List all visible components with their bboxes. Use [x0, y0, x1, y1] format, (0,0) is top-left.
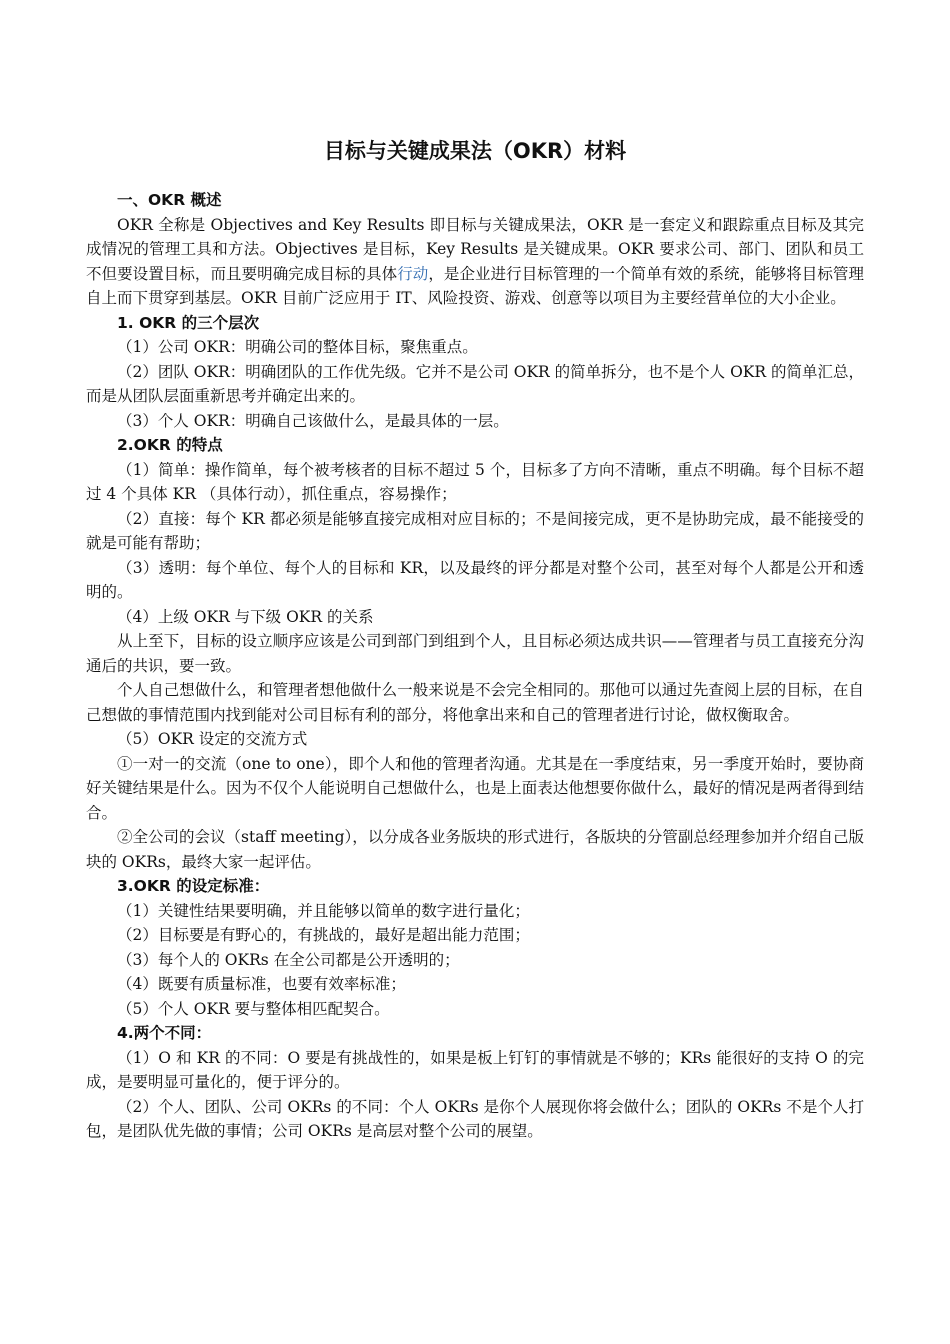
document-title: 目标与关键成果法（OKR）材料	[323, 139, 627, 163]
list-item: （2）直接：每个 KR 都必须是能够直接完成相对应目标的；不是间接完成，更不是协助完成，最不能接受的就是可能有帮助；	[86, 509, 864, 552]
list-item: ②全公司的会议（staff meeting），以分成各业务版块的形式进行，各版块的分管副总经理参加并介绍自己版块的 OKRs，最终大家一起评估。	[86, 828, 864, 871]
section-heading-standards: 3.OKR 的设定标准：	[117, 877, 270, 895]
paragraph-text: OKR 全称是 Objectives and Key Results 即目标与关键成果法，OKR 是一套定义和跟踪重点目标及其完成情况的管理工具和方法。Objectives 是目标，Key Results 是关键成果。OKR 要求公司、部门、团队和员工不但要设置目标，而且要明确完成目标的具体	[86, 215, 864, 283]
list-item: （4）上级 OKR 与下级 OKR 的关系	[117, 607, 374, 626]
section-heading-levels: 1. OKR 的三个层次	[117, 313, 260, 332]
section-heading-differences: 4.两个不同：	[117, 1024, 212, 1042]
section-heading-features: 2.OKR 的特点	[117, 436, 223, 454]
section-heading-overview: 一、OKR 概述	[117, 191, 222, 209]
list-item: 从上至下，目标的设立顺序应该是公司到部门到组到个人，且目标必须达成共识——管理者与员工直接充分沟通后的共识，要一致。	[86, 632, 864, 675]
list-item: （1）公司 OKR：明确公司的整体目标，聚焦重点。	[117, 338, 478, 356]
list-item: （5）OKR 设定的交流方式	[117, 730, 308, 748]
list-item: （3）透明：每个单位、每个人的目标和 KR，以及最终的评分都是对整个公司，甚至对每个人都是公开和透明的。	[86, 558, 864, 601]
list-item: （1）简单：操作简单，每个被考核者的目标不超过 5 个，目标多了方向不清晰，重点不明确。每个目标不超过 4 个具体 KR （具体行动），抓住重点，容易操作；	[86, 460, 864, 503]
list-item: （1）O 和 KR 的不同：O 要是有挑战性的，如果是板上钉钉的事情就是不够的；KRs 能很好的支持 O 的完成，是要明显可量化的，便于评分的。	[86, 1048, 864, 1091]
list-item: 个人自己想做什么，和管理者想他做什么一般来说是不会完全相同的。那他可以通过先查阅上层的目标，在自己想做的事情范围内找到能对公司目标有利的部分，将他拿出来和自己的管理者进行讨论，做权衡取舍。	[86, 681, 864, 724]
list-item: （1）关键性结果要明确，并且能够以简单的数字进行量化；	[117, 901, 530, 920]
list-item: （4）既要有质量标准，也要有效率标准；	[117, 975, 406, 993]
list-item: （2）团队 OKR：明确团队的工作优先级。它并不是公司 OKR 的简单拆分，也不是个人 OKR 的简单汇总，而是从团队层面重新思考并确定出来的。	[86, 362, 864, 405]
list-item: （2）个人、团队、公司 OKRs 的不同：个人 OKRs 是你个人展现你将会做什么；团队的 OKRs 不是个人打包，是团队优先做的事情；公司 OKRs 是高层对整个公司的展望。	[86, 1097, 864, 1140]
list-item: ①一对一的交流（one to one），即个人和他的管理者沟通。尤其是在一季度结束，另一季度开始时，要协商好关键结果是什么。因为不仅个人能说明自己想做什么，也是上面表达他想要你做什么，最好的情况是两者得到结合。	[86, 754, 864, 822]
action-link[interactable]: 行动	[397, 264, 429, 283]
list-item: （5）个人 OKR 要与整体相匹配契合。	[117, 999, 390, 1018]
list-item: （3）个人 OKR：明确自己该做什么，是最具体的一层。	[117, 411, 509, 430]
paragraph-text: ，是企业进行目标管理的一个简单有效的系统，能够将目标管理自上而下贯穿到基层。OKR 目前广泛应用于 IT、风险投资、游戏、创意等以项目为主要经营单位的大小企业。	[86, 264, 864, 307]
paragraph-overview	[86, 213, 864, 311]
list-item: （2）目标要是有野心的，有挑战的，最好是超出能力范围；	[117, 926, 530, 944]
document-page	[86, 130, 864, 1144]
list-item: （3）每个人的 OKRs 在全公司都是公开透明的；	[117, 950, 460, 969]
